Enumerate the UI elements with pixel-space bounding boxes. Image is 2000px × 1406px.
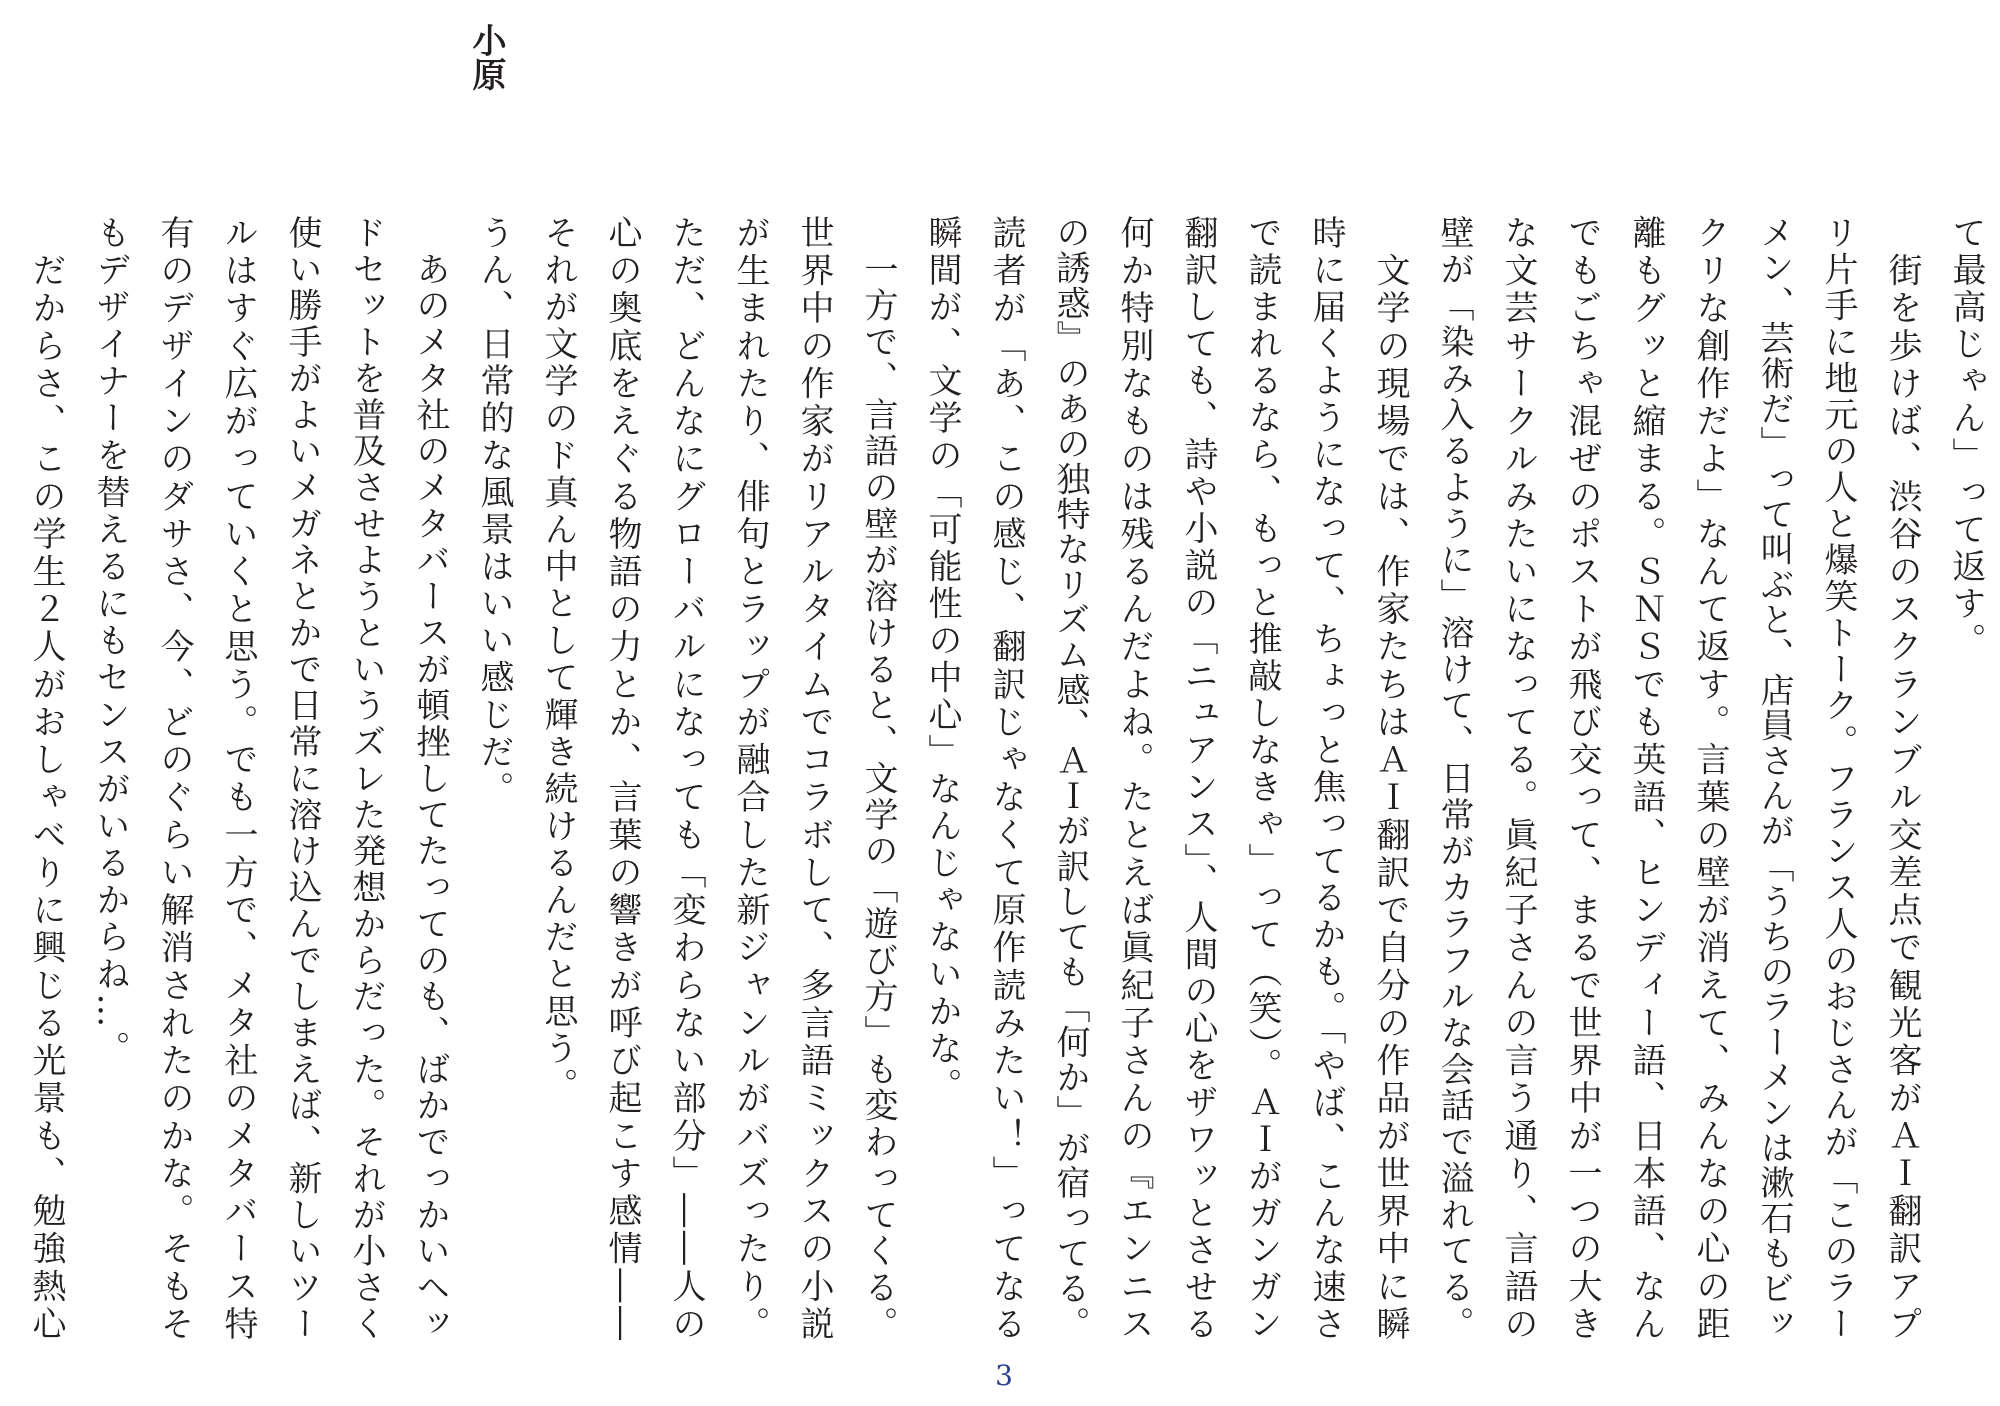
text-line: 読者が「あ、この感じ、翻訳じゃなくて原作読みたい！」ってなる	[986, 215, 1026, 1344]
text-line: それが文学のド真ん中として輝き続けるんだと思う。	[538, 215, 578, 1105]
text-line: 翻訳しても、詩や小説の「ニュアンス」、人間の心をザワッとさせる	[1178, 215, 1218, 1343]
continued-speech-block	[526, 215, 1998, 1344]
paragraph	[1422, 215, 1934, 1344]
text-line: メン、芸術だ」って叫ぶと、店員さんが「うちのラーメンは漱石もビッ	[1754, 215, 1794, 1342]
text-line: ドセットを普及させようというズレた発想からだった。それが小さく	[346, 215, 386, 1343]
paragraph	[910, 215, 1422, 1344]
text-line: うん、日常的な風景はいい感じだ。	[474, 215, 514, 809]
text-line: 街を歩けば、渋谷のスクランブル交差点で観光客がＡＩ翻訳アプ	[1882, 215, 1922, 1344]
paragraph	[78, 215, 462, 1344]
text-line: リ片手に地元の人と爆笑トーク。フランス人のおじさんが「このラー	[1818, 215, 1858, 1343]
text-line: な文芸サークルみたいになってる。眞紀子さんの言う通り、言語の	[1498, 215, 1538, 1344]
text-line: 一方で、言語の壁が溶けると、文学の「遊び方」も変わってくる。	[858, 215, 898, 1343]
paragraph	[1934, 215, 1998, 1340]
text-line: あのメタ社のメタバースが頓挫してたってのも、ばかでっかいヘッ	[410, 215, 450, 1343]
vertical-text-body	[14, 23, 1998, 1344]
speech-block	[14, 23, 526, 1344]
text-line: 文学の現場では、作家たちはＡＩ翻訳で自分の作品が世界中に瞬	[1370, 215, 1410, 1344]
text-line: もデザイナーを替えるにもセンスがいるからね…。	[90, 215, 130, 1068]
paragraph	[462, 215, 526, 1340]
text-line: だからさ、この学生２人がおしゃべりに興じる光景も、勉強熱心	[26, 215, 66, 1344]
text-line: 何か特別なものは残るんだよね。たとえば眞紀子さんの『エンニス	[1114, 215, 1154, 1344]
speaker-name: 小原	[466, 23, 506, 91]
text-line: 瞬間が、文学の「可能性の中心」なんじゃないかな。	[922, 215, 962, 1105]
paragraph	[526, 215, 910, 1344]
text-line: 壁が「染み入るように」溶けて、日常がカラフルな会話で溢れてる。	[1434, 215, 1474, 1343]
page-number: 3	[995, 1359, 1013, 1392]
text-line: の誘惑』のあの独特なリズム感、ＡＩが訳しても「何か」が宿ってる。	[1050, 215, 1090, 1342]
text-line: クリな創作だよ」なんて返す。言葉の壁が消えて、みんなの心の距	[1690, 215, 1730, 1344]
text-line: ルはすぐ広がっていくと思う。でも一方で、メタ社のメタバース特	[218, 215, 258, 1344]
text-line: でもごちゃ混ぜのポストが飛び交って、まるで世界中が一つの大き	[1562, 215, 1602, 1344]
paragraph	[14, 215, 78, 1344]
text-line: が生まれたり、俳句とラップが融合した新ジャンルがバズったり。	[730, 215, 770, 1344]
text-line: 使い勝手がよいメガネとかで日常に溶け込んでしまえば、新しいツー	[282, 215, 322, 1343]
text-line: で読まれるなら、もっと推敲しなきゃ」って（笑）。ＡＩがガンガン	[1242, 215, 1282, 1343]
text-line: て最高じゃん」って返す。	[1946, 215, 1986, 660]
text-line: 世界中の作家がリアルタイムでコラボして、多言語ミックスの小説	[794, 215, 834, 1344]
text-line: ただ、どんなにグローバルになっても「変わらない部分」――人の	[666, 215, 706, 1344]
text-line: 有のデザインのダサさ、今、どのぐらい解消されたのかな。そもそ	[154, 215, 194, 1344]
text-line: 心の奥底をえぐる物語の力とか、言葉の響きが呼び起こす感情――	[602, 215, 642, 1344]
text-line: 時に届くようになって、ちょっと焦ってるかも。「やば、こんな速さ	[1306, 215, 1346, 1343]
text-line: 離もグッと縮まる。ＳＮＳでも英語、ヒンディー語、日本語、なん	[1626, 215, 1666, 1344]
